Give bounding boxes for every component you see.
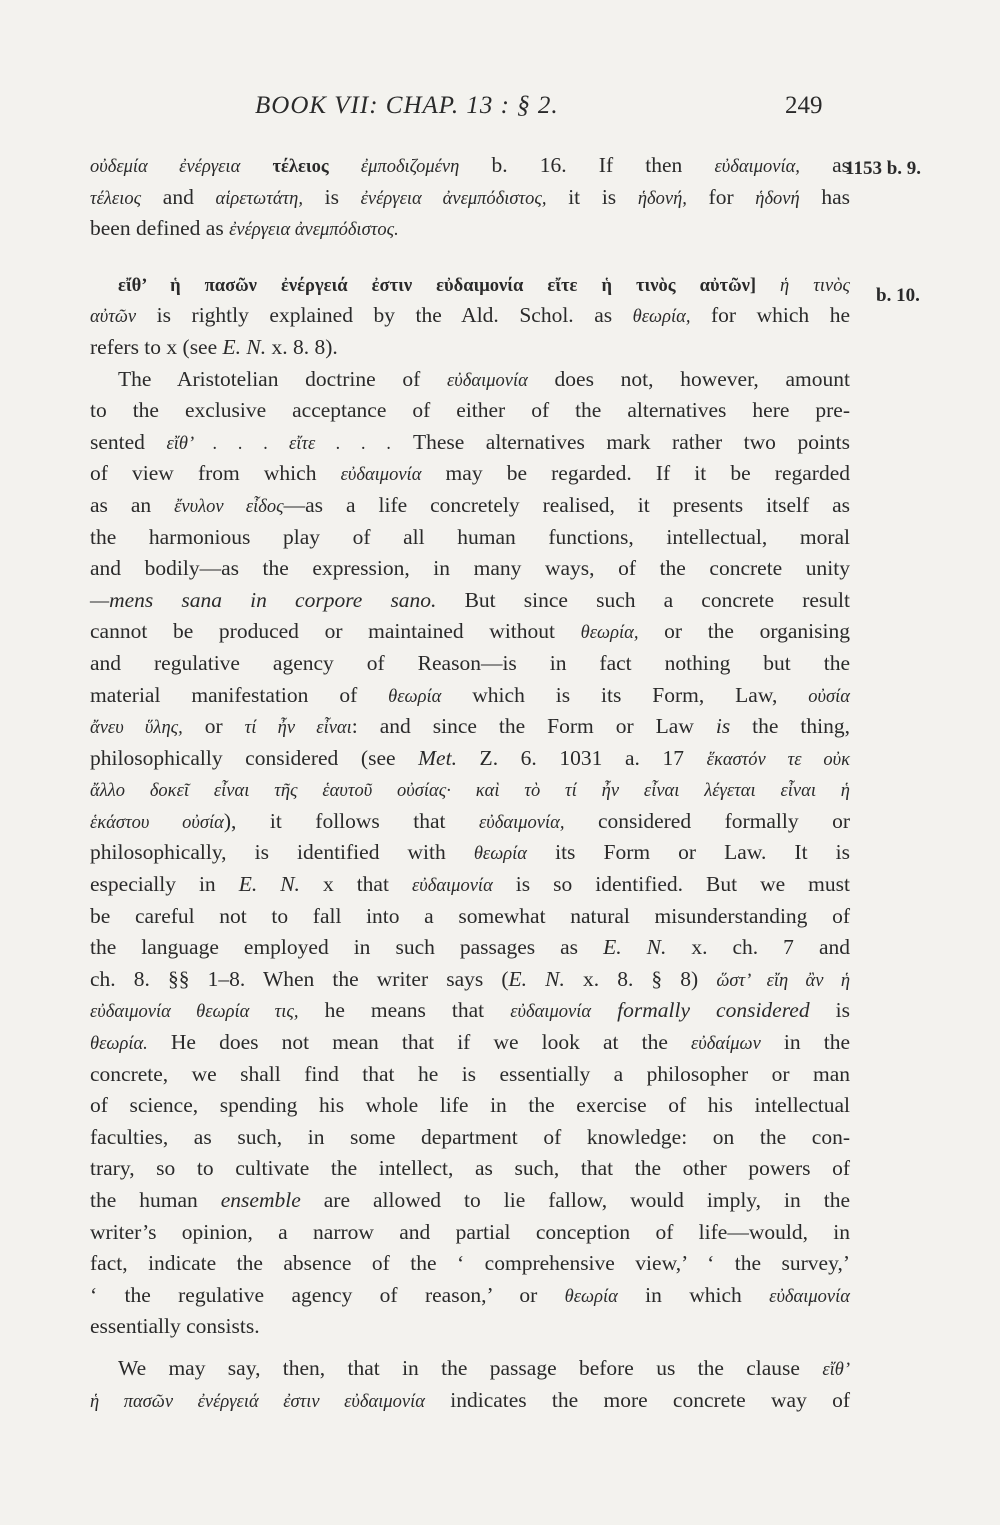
text-line: The Aristotelian doctrine of εὐδαιμονία does not, however, amount [118, 366, 850, 391]
text-line: especially in E. N. x that εὐδαιμονία is so identified. But we must [90, 872, 850, 897]
text-line: essentially consists. [90, 1314, 260, 1339]
text-line: trary, so to cultivate the intellect, as such, that the other powers of [90, 1156, 850, 1181]
text-line: and regulative agency of Reason—is in fact nothing but the [90, 650, 850, 675]
text-line: material manifestation of θεωρία which is its Form, Law, οὐσία [90, 682, 850, 707]
text-line: αὐτῶν is rightly explained by the Ald. Schol. as θεωρία, for which he [90, 303, 850, 328]
text-line: sented εἴθ’ . . . εἴτε . . . These alternatives mark rather two points [90, 429, 851, 454]
text-line: refers to x (see E. N. x. 8. 8). [90, 334, 338, 359]
text-line: ‘ the regulative agency of reason,’ or θεωρία in which εὐδαιμονία [90, 1282, 850, 1307]
text-line: of science, spending his whole life in the exercise of his intellectual [90, 1093, 850, 1118]
paragraph-gap [90, 1343, 850, 1353]
text-line: of view from which εὐδαιμονία may be regarded. If it be regarded [90, 461, 850, 486]
text-line: οὐδεμία ἐνέργεια τέλειος ἐμποδιζομένη b. 16. If then εὐδαιμονία, as [90, 153, 851, 177]
text-line: ἄνευ ὕλης, or τί ἦν εἶναι: and since the Form or Law is the thing, [90, 714, 850, 739]
text-line: θεωρία. He does not mean that if we look at the εὐδαίμων in the [90, 1030, 850, 1055]
paragraph-gap [90, 245, 850, 269]
margin-reference: b. 10. [876, 285, 920, 306]
margin-reference: 1153 b. 9. [845, 158, 922, 179]
text-line: the language employed in such passages as E. N. x. ch. 7 and [90, 935, 850, 960]
page-header [0, 92, 1000, 132]
page-number: 249 [785, 92, 823, 119]
text-line: faculties, as such, in some department of knowledge: on the con- [90, 1124, 850, 1149]
text-line: ch. 8. §§ 1–8. When the writer says (E. N. x. 8. § 8) ὥστ’ εἴη ἂν ἡ [90, 966, 851, 991]
text-line: ἄλλο δοκεῖ εἶναι τῆς ἑαυτοῦ οὐσίας· καὶ τὸ τί ἦν εἶναι λέγεται εἶναι ἡ [90, 781, 850, 802]
text-line: writer’s opinion, a narrow and partial conception of life—would, in [90, 1219, 850, 1244]
running-head: BOOK VII: CHAP. 13 : § 2. [255, 92, 559, 119]
text-line: We may say, then, that in the passage before us the clause εἴθ’ [118, 1355, 850, 1380]
text-line: been defined as ἐνέργεια ἀνεμπόδιστος. [90, 216, 399, 241]
text-line: the harmonious play of all human functions, intellectual, moral [90, 524, 850, 549]
page-body [90, 150, 850, 1416]
text-line: —mens sana in corpore sano. But since such a concrete result [90, 587, 850, 612]
text-line: be careful not to fall into a somewhat natural misunderstanding of [90, 903, 850, 928]
text-line: concrete, we shall find that he is essentially a philosopher or man [90, 1061, 850, 1086]
text-line: εὐδαιμονία θεωρία τις, he means that εὐδαιμονία formally considered is [90, 998, 850, 1023]
text-line: and bodily—as the expression, in many ways, of the concrete unity [90, 556, 850, 581]
text-line: philosophically considered (see Met. Z. 6. 1031 a. 17 ἕκαστόν τε οὐκ [90, 745, 850, 770]
text-line: to the exclusive acceptance of either of the alternatives here pre- [90, 398, 850, 423]
text-line: ἑκάστου οὐσία), it follows that εὐδαιμονία, considered formally or [90, 808, 850, 833]
text-line: the human ensemble are allowed to lie fallow, would imply, in the [90, 1188, 850, 1212]
text-line: philosophically, is identified with θεωρία its Form or Law. It is [90, 840, 850, 865]
text-line: ἡ πασῶν ἐνέργειά ἐστιν εὐδαιμονία indicates the more concrete way of [90, 1387, 850, 1412]
text-line: fact, indicate the absence of the ‘ comprehensive view,’ ‘ the survey,’ [90, 1251, 850, 1276]
lemma-line: εἴθ’ ἡ πασῶν ἐνέργειά ἐστιν εὐδαιμονία εἴτε ἡ τινὸς αὐτῶν] ἡ τινὸς [118, 275, 850, 296]
text-line: cannot be produced or maintained without θεωρία, or the organising [90, 619, 850, 644]
text-line: as an ἔνυλον εἶδος—as a life concretely realised, it presents itself as [90, 492, 850, 517]
text-line: τέλειος and αἱρετωτάτη, is ἐνέργεια ἀνεμπόδιστος, it is ἡδονή, for ἡδονή has [90, 184, 851, 209]
